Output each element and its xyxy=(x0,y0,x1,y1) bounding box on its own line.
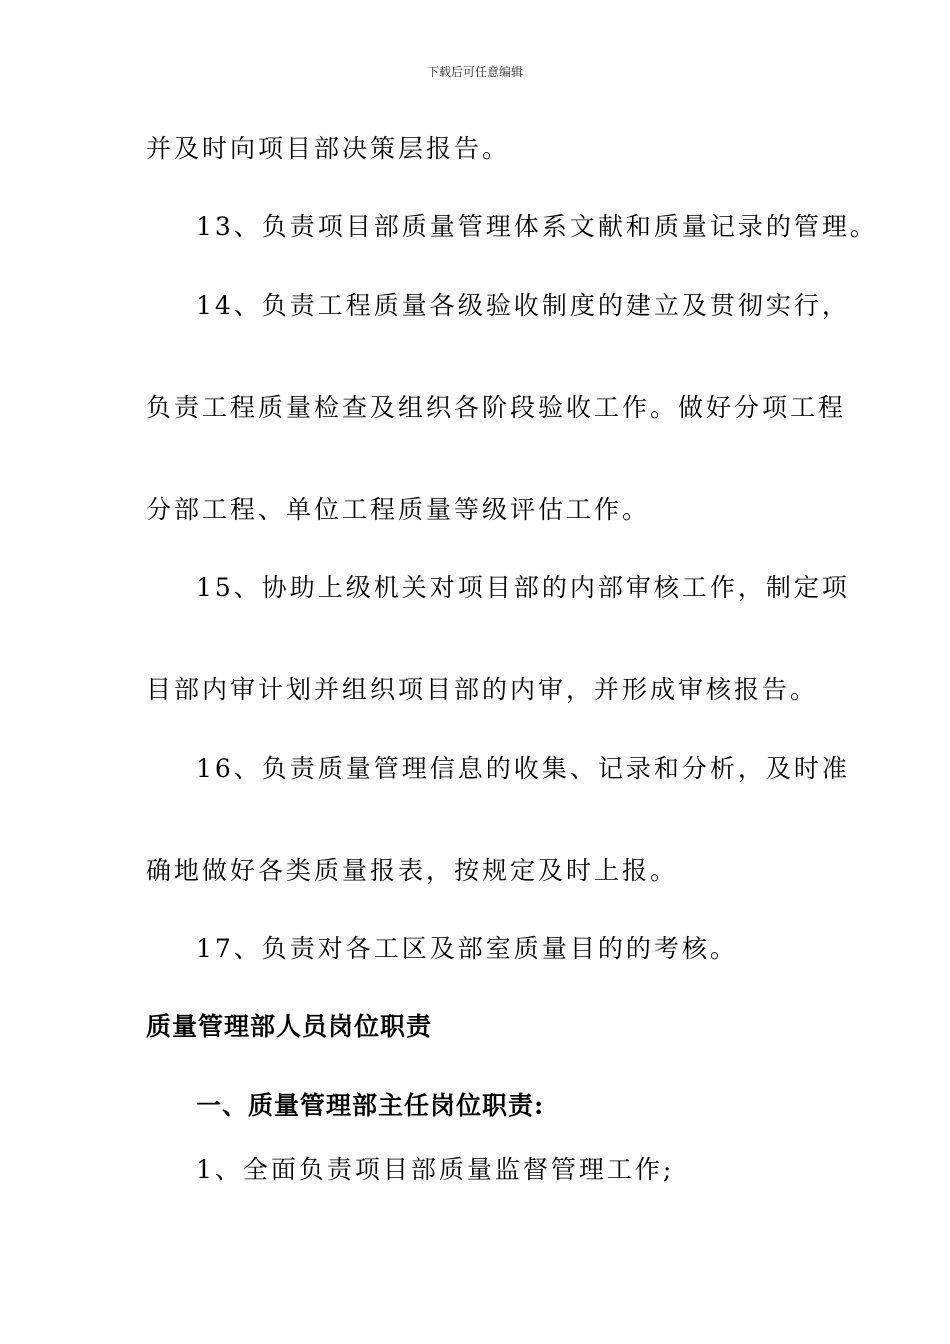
paragraph-line: 负责工程质量检查及组织各阶段验收工作。做好分项工程 xyxy=(146,393,847,422)
paragraph-line: 16、负责质量管理信息的收集、记录和分析，及时准 xyxy=(196,754,850,783)
paragraph-line: 15、协助上级机关对项目部的内部审核工作，制定项 xyxy=(196,573,850,602)
paragraph-line: 目部内审计划并组织项目部的内审，并形成审核报告。 xyxy=(146,675,819,704)
paragraph-line: 14、负责工程质量各级验收制度的建立及贯彻实行， xyxy=(196,291,850,320)
section-title: 质量管理部人员岗位职责 xyxy=(146,1012,433,1041)
list-item: 1、全面负责项目部质量监督管理工作; xyxy=(196,1155,675,1184)
subsection-title: 一、质量管理部主任岗位职责: xyxy=(196,1091,545,1120)
paragraph-line: 并及时向项目部决策层报告。 xyxy=(146,134,511,163)
paragraph-line: 分部工程、单位工程质量等级评估工作。 xyxy=(146,495,651,524)
page-header: 下载后可任意编辑 xyxy=(426,65,523,79)
paragraph-line: 确地做好各类质量报表，按规定及时上报。 xyxy=(146,856,679,885)
paragraph-line: 13、负责项目部质量管理体系文献和质量记录的管理。 xyxy=(196,212,878,241)
paragraph-line: 17、负责对各工区及部室质量目的的考核。 xyxy=(196,934,738,963)
